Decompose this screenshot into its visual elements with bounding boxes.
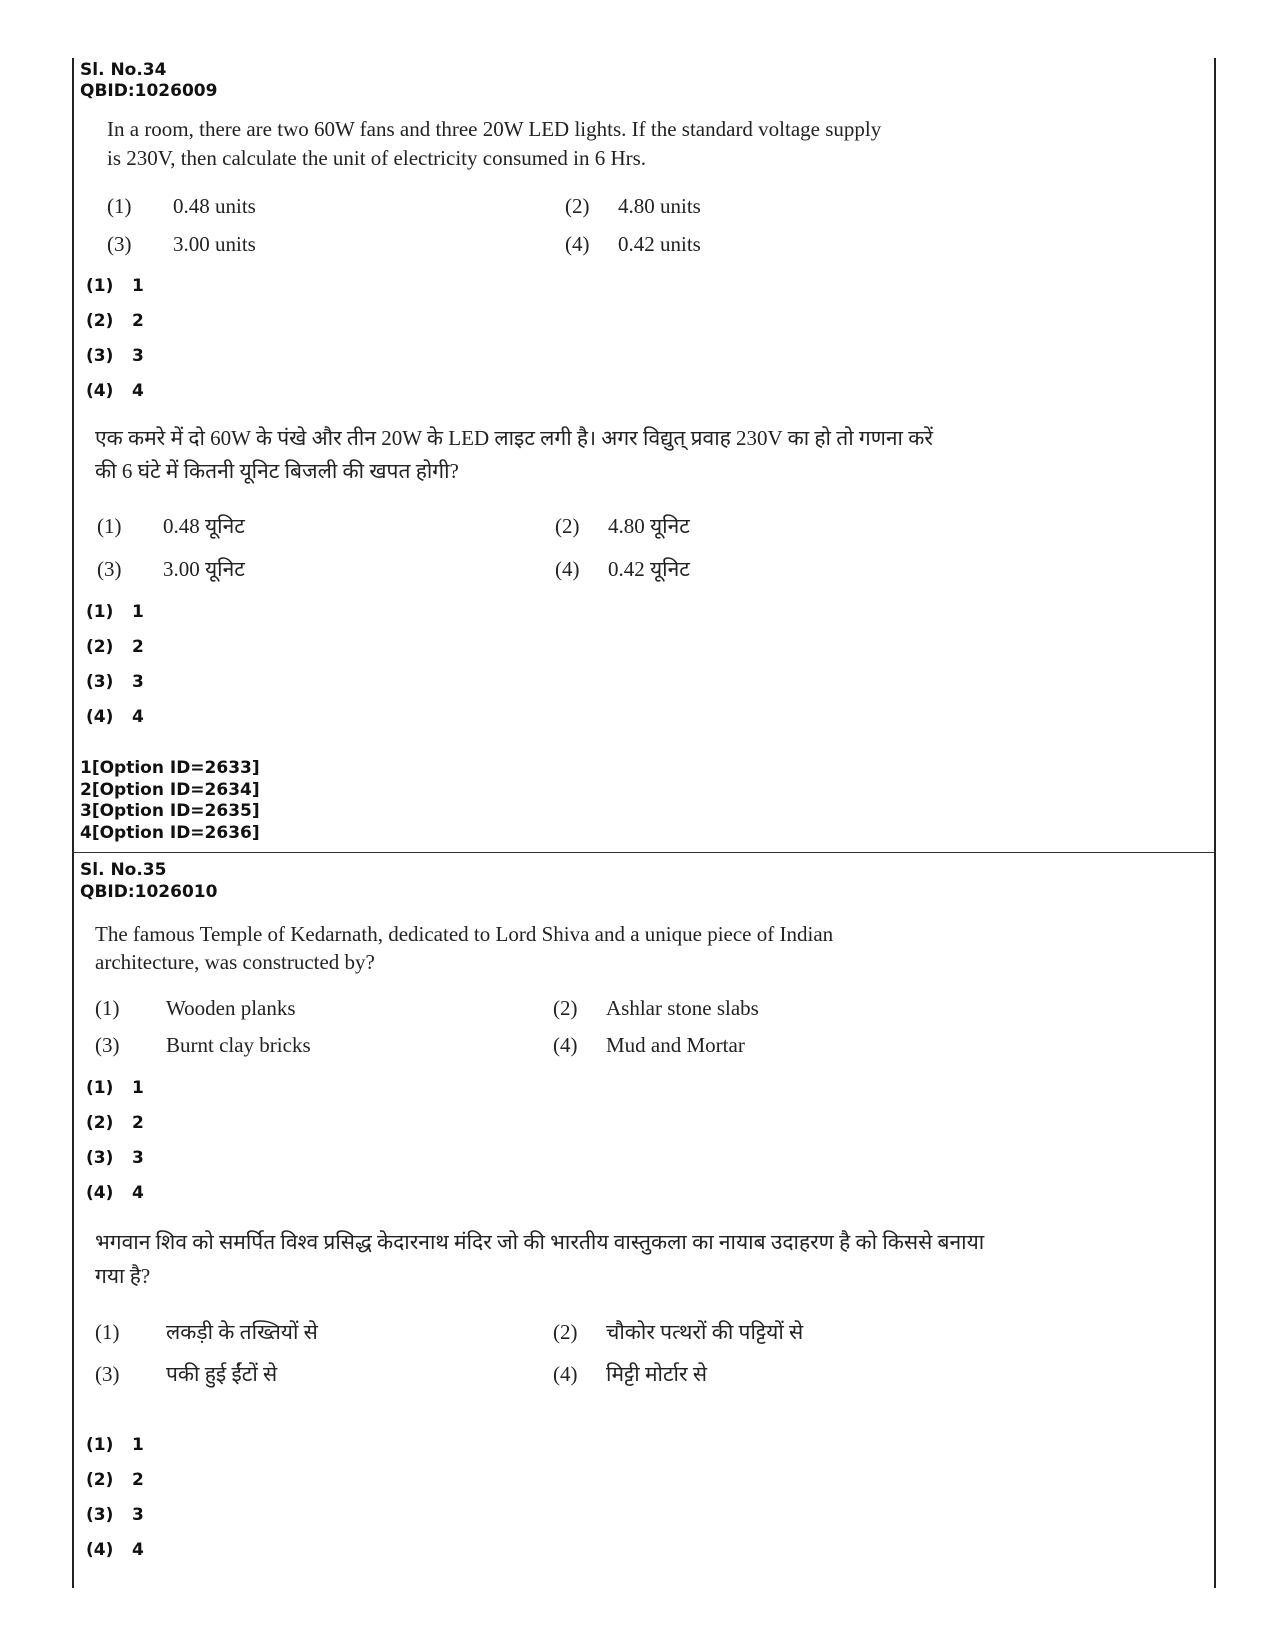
option-number: (2) <box>553 1320 578 1344</box>
answer-choice-3[interactable]: (3) 3 <box>86 346 144 366</box>
option-en-4 <box>553 1033 745 1057</box>
option-text: चौकोर पत्थरों की पट्टियों से <box>606 1320 804 1344</box>
option-number: (1) <box>97 514 122 538</box>
option-en-2 <box>553 996 759 1020</box>
qbid: QBID:1026009 <box>80 81 218 101</box>
question-text-en-line1: In a room, there are two 60W fans and three 20W LED lights. If the standard voltage supply <box>107 117 882 141</box>
option-text: 0.42 units <box>618 232 701 256</box>
option-en-3 <box>107 232 256 256</box>
option-text: 0.48 यूनिट <box>163 514 245 538</box>
answer-choice-2[interactable]: (2) 2 <box>86 311 144 331</box>
option-text: Ashlar stone slabs <box>606 996 759 1020</box>
answer-choice-3[interactable]: (3) 3 <box>86 1505 144 1525</box>
option-number: (4) <box>565 232 590 256</box>
option-text: लकड़ी के तख्तियों से <box>166 1320 318 1344</box>
option-hi-4 <box>555 557 690 581</box>
option-number: (2) <box>555 514 580 538</box>
option-text: 0.48 units <box>173 194 256 218</box>
qbid: QBID:1026010 <box>80 882 218 902</box>
question-text-hi-line2: की 6 घंटे में कितनी यूनिट बिजली की खपत होगी? <box>95 459 459 483</box>
option-en-1 <box>95 996 296 1020</box>
option-number: (1) <box>107 194 132 218</box>
option-hi-4 <box>553 1362 707 1386</box>
option-en-1 <box>107 194 256 218</box>
answer-choice-2[interactable]: (2) 2 <box>86 1470 144 1490</box>
option-id-4: 4[Option ID=2636] <box>80 823 260 843</box>
answer-choice-4[interactable]: (4) 4 <box>86 1540 144 1560</box>
answer-choice-3[interactable]: (3) 3 <box>86 672 144 692</box>
option-text: 3.00 यूनिट <box>163 557 245 581</box>
option-id-2: 2[Option ID=2634] <box>80 780 260 800</box>
question-text-hi-line2: गया है? <box>95 1264 151 1288</box>
option-hi-2 <box>553 1320 803 1344</box>
option-number: (4) <box>553 1362 578 1386</box>
option-en-2 <box>565 194 701 218</box>
option-text: 3.00 units <box>173 232 256 256</box>
option-number: (1) <box>95 996 120 1020</box>
option-hi-1 <box>95 1320 318 1344</box>
answer-choice-1[interactable]: (1) 1 <box>86 1078 144 1098</box>
answer-choice-4[interactable]: (4) 4 <box>86 1183 144 1203</box>
option-text: पकी हुई ईंटों से <box>166 1362 278 1386</box>
answer-choice-4[interactable]: (4) 4 <box>86 381 144 401</box>
answer-choice-3[interactable]: (3) 3 <box>86 1148 144 1168</box>
option-text: 4.80 units <box>618 194 701 218</box>
question-text-en-line2: is 230V, then calculate the unit of electricity consumed in 6 Hrs. <box>107 146 647 170</box>
option-hi-1 <box>97 514 245 538</box>
option-id-1: 1[Option ID=2633] <box>80 758 260 778</box>
option-number: (3) <box>95 1033 120 1057</box>
option-number: (4) <box>553 1033 578 1057</box>
answer-choice-4[interactable]: (4) 4 <box>86 707 144 727</box>
option-number: (3) <box>97 557 122 581</box>
question-text-en-line2: architecture, was constructed by? <box>95 950 375 974</box>
question-text-hi-line1: भगवान शिव को समर्पित विश्व प्रसिद्ध केदारनाथ मंदिर जो की भारतीय वास्तुकला का नायाब उदाहरण है को किससे बनाया <box>95 1230 985 1254</box>
answer-choice-1[interactable]: (1) 1 <box>86 602 144 622</box>
serial-number: Sl. No.34 <box>80 60 167 80</box>
option-hi-3 <box>95 1362 277 1386</box>
option-text: Burnt clay bricks <box>166 1033 311 1057</box>
option-hi-3 <box>97 557 245 581</box>
answer-choice-1[interactable]: (1) 1 <box>86 1435 144 1455</box>
option-number: (2) <box>553 996 578 1020</box>
question-text-en-line1: The famous Temple of Kedarnath, dedicated to Lord Shiva and a unique piece of Indian <box>95 922 834 946</box>
question-text-hi-line1: एक कमरे में दो 60W के पंखे और तीन 20W के LED लाइट लगी है। अगर विद्युत् प्रवाह 230V का हो तो गणना करें <box>95 426 933 450</box>
option-number: (3) <box>95 1362 120 1386</box>
option-number: (3) <box>107 232 132 256</box>
option-number: (2) <box>565 194 590 218</box>
answer-choice-2[interactable]: (2) 2 <box>86 1113 144 1133</box>
option-text: Wooden planks <box>166 996 296 1020</box>
option-text: 0.42 यूनिट <box>608 557 690 581</box>
option-number: (4) <box>555 557 580 581</box>
option-text: Mud and Mortar <box>606 1033 745 1057</box>
question-separator <box>72 852 1214 853</box>
option-number: (1) <box>95 1320 120 1344</box>
answer-choice-1[interactable]: (1) 1 <box>86 276 144 296</box>
option-en-3 <box>95 1033 311 1057</box>
option-en-4 <box>565 232 701 256</box>
option-id-3: 3[Option ID=2635] <box>80 801 260 821</box>
option-hi-2 <box>555 514 690 538</box>
serial-number: Sl. No.35 <box>80 860 167 880</box>
option-text: मिट्टी मोर्टार से <box>606 1362 708 1386</box>
option-text: 4.80 यूनिट <box>608 514 690 538</box>
answer-choice-2[interactable]: (2) 2 <box>86 637 144 657</box>
